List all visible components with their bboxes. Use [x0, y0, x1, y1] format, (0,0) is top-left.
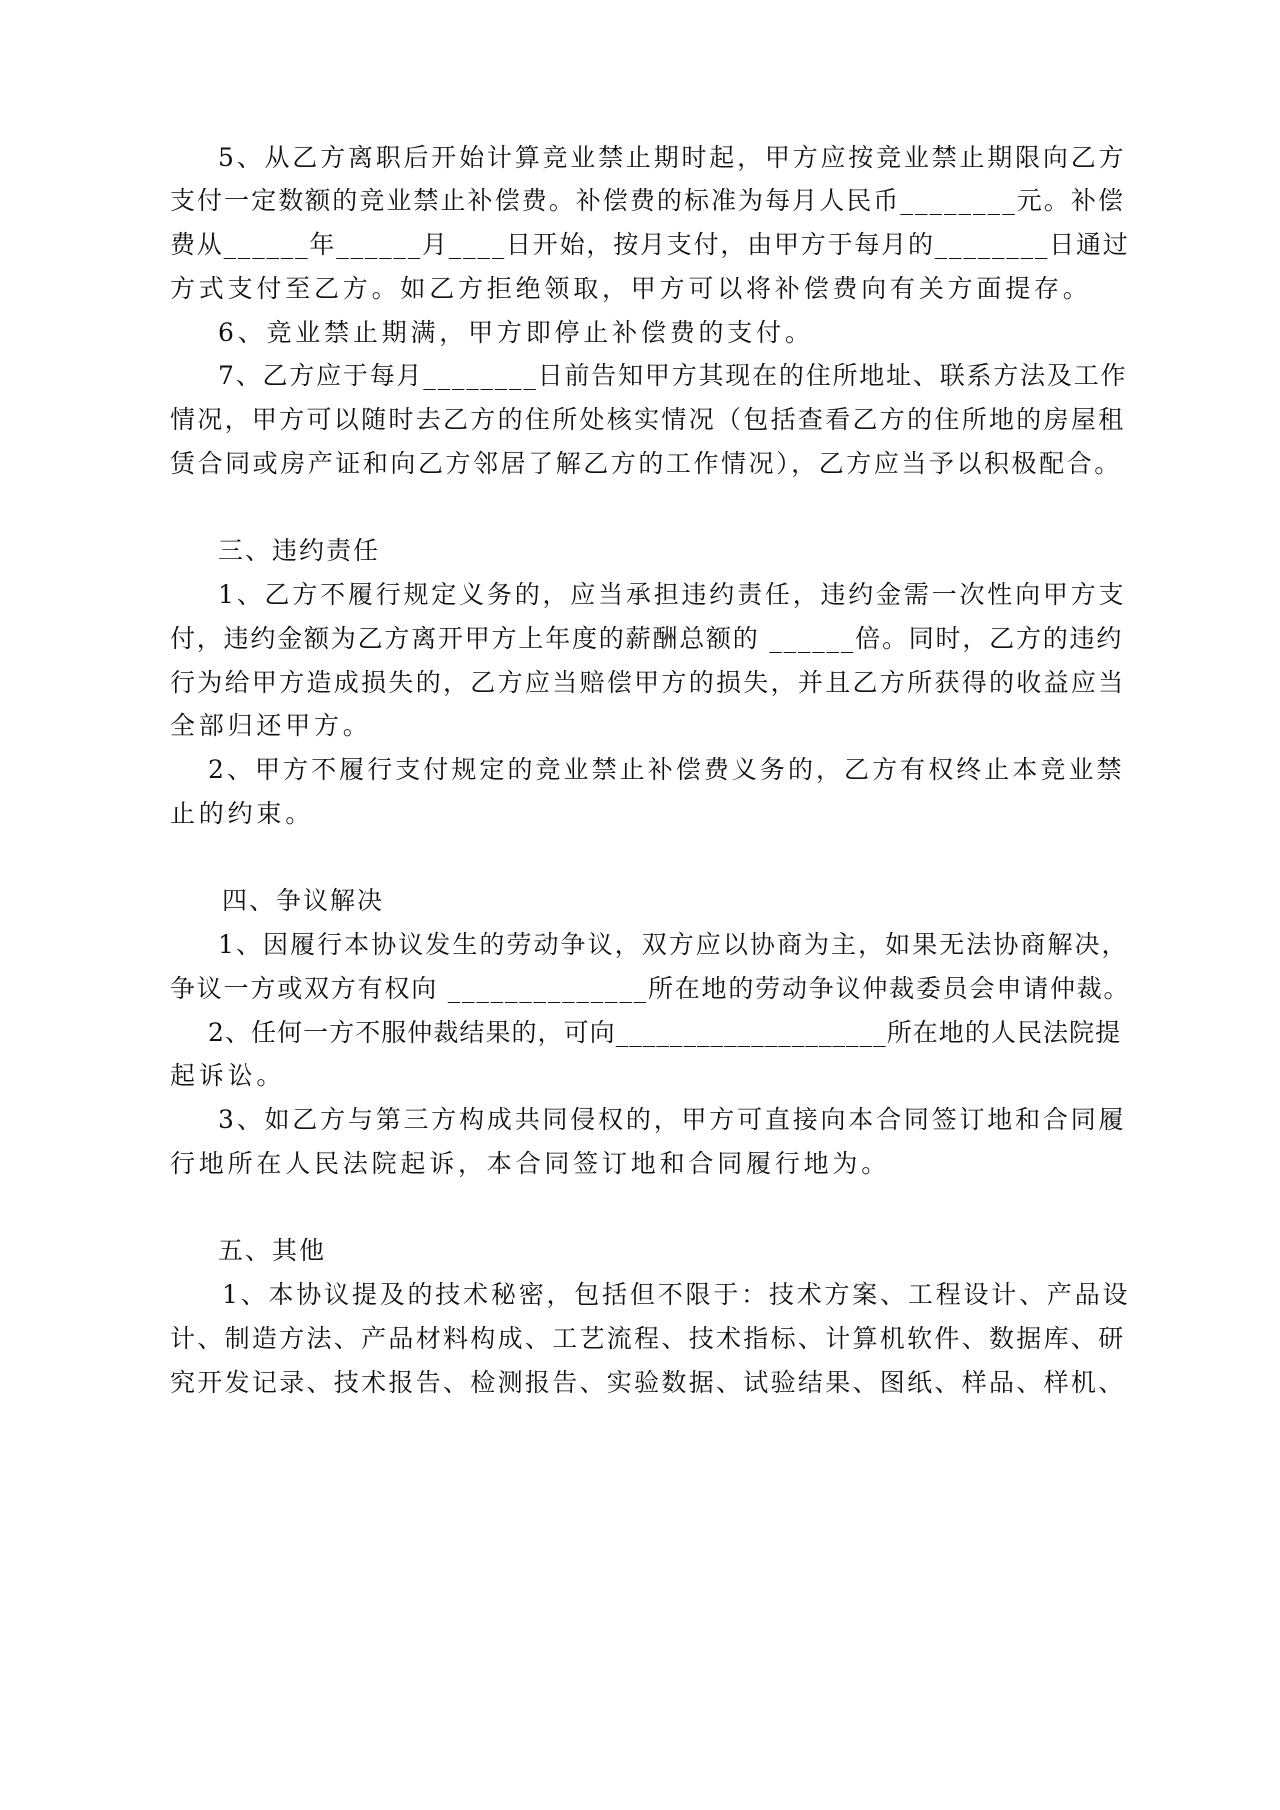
dispute-clause-3-line-2: 行地所在人民法院起诉，本合同签订地和合同履行地为。 — [170, 1149, 891, 1178]
liability-clause-1-line-3: 行为给甲方造成损失的，乙方应当赔偿甲方的损失，并且乙方所获得的收益应当 — [170, 668, 1126, 697]
clause-7-line-2: 情况，甲方可以随时去乙方的住所处核实情况（包括查看乙方的住所地的房屋租 — [170, 405, 1126, 434]
clause-6-line-1: 6、竞业禁止期满，甲方即停止补偿费的支付。 — [218, 318, 814, 347]
section-heading-other: 五、其他 — [218, 1236, 327, 1265]
liability-clause-1-line-4: 全部归还甲方。 — [170, 711, 372, 740]
clause-5-line-2: 支付一定数额的竞业禁止补偿费。补偿费的标准为每月人民币________元。补偿 — [170, 186, 1125, 215]
other-clause-1-line-1: 1、本协议提及的技术秘密，包括但不限于：技术方案、工程设计、产品设 — [222, 1280, 1131, 1309]
clause-5-line-3: 费从______年______月____日开始，按月支付，由甲方于每月的________日通过 — [170, 230, 1130, 259]
clause-5-line-4: 方式支付至乙方。如乙方拒绝领取，甲方可以将补偿费向有关方面提存。 — [170, 274, 1092, 303]
dispute-clause-2-line-1: 2、任何一方不服仲裁结果的，可向____________________所在地的人民法院提 — [208, 1018, 1122, 1047]
dispute-clause-2-line-2: 起诉讼。 — [170, 1061, 286, 1090]
other-clause-1-line-2: 计、制造方法、产品材料构成、工艺流程、技术指标、计算机软件、数据库、研 — [170, 1324, 1126, 1353]
liability-clause-1-line-1: 1、乙方不履行规定义务的，应当承担违约责任，违约金需一次性向甲方支 — [218, 580, 1127, 609]
liability-clause-2-line-2: 止的约束。 — [170, 799, 315, 828]
dispute-clause-1-line-2: 争议一方或双方有权向 ______________所在地的劳动争议仲裁委员会申请仲裁。 — [170, 974, 1131, 1003]
clause-7-line-1: 7、乙方应于每月________日前告知甲方其现在的住所地址、联系方法及工作 — [218, 361, 1128, 390]
section-heading-liability: 三、违约责任 — [218, 536, 381, 565]
other-clause-1-line-3: 究开发记录、技术报告、检测报告、实验数据、试验结果、图纸、样品、样机、 — [170, 1368, 1126, 1397]
clause-5-line-1: 5、从乙方离职后开始计算竞业禁止期时起，甲方应按竞业禁止期限向乙方 — [218, 143, 1127, 172]
dispute-clause-1-line-1: 1、因履行本协议发生的劳动争议，双方应以协商为主，如果无法协商解决， — [218, 930, 1129, 959]
liability-clause-1-line-2: 付，违约金额为乙方离开甲方上年度的薪酬总额的 ______倍。同时，乙方的违约 — [170, 624, 1124, 653]
liability-clause-2-line-1: 2、甲方不履行支付规定的竞业禁止补偿费义务的，乙方有权终止本竞业禁 — [208, 755, 1125, 784]
clause-7-line-3: 赁合同或房产证和向乙方邻居了解乙方的工作情况），乙方应当予以积极配合。 — [170, 449, 1122, 478]
dispute-clause-3-line-1: 3、如乙方与第三方构成共同侵权的，甲方可直接向本合同签订地和合同履 — [218, 1105, 1127, 1134]
section-heading-dispute: 四、争议解决 — [222, 886, 385, 915]
